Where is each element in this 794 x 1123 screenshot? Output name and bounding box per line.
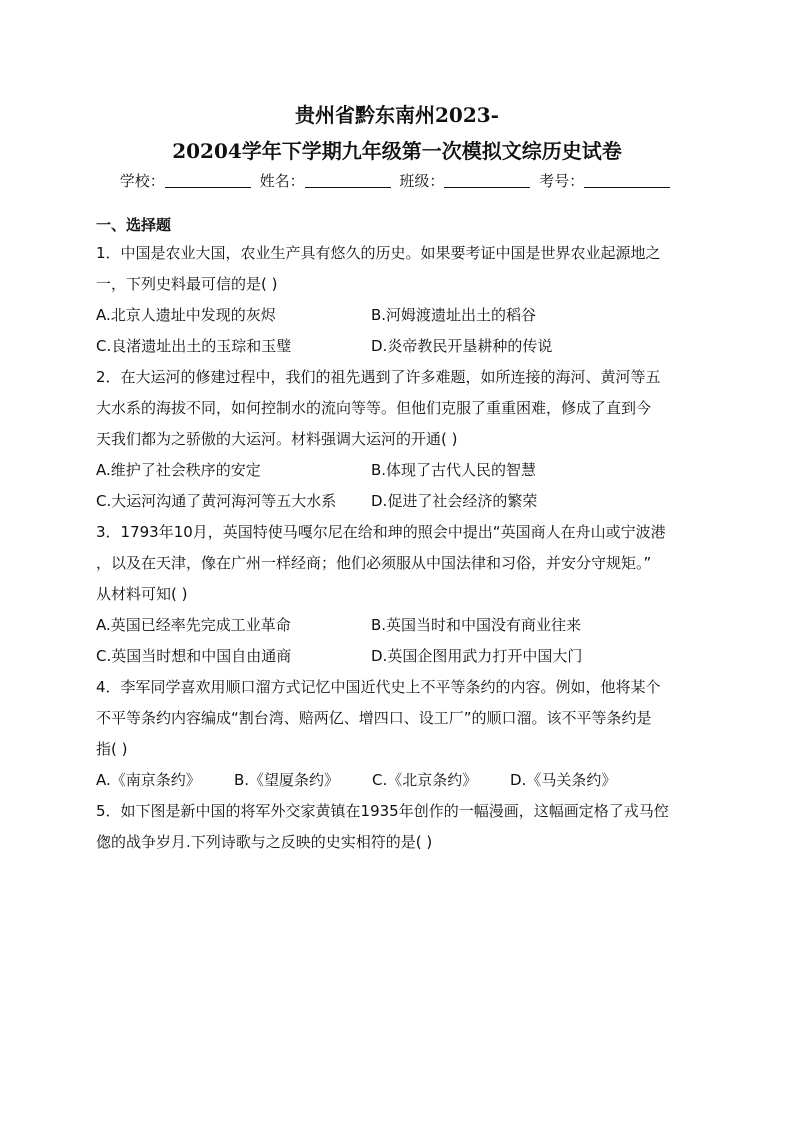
option-d: D.《马关条约》 <box>510 771 617 789</box>
question-5 <box>96 796 700 858</box>
option-a: A.北京人遗址中发现的灰烬 <box>96 306 276 324</box>
option-c: C.英国当时想和中国自由通商 <box>96 647 292 665</box>
option-b: B.河姆渡遗址出土的稻谷 <box>371 306 537 324</box>
exam-number-label: 考号： <box>539 172 585 190</box>
question-3 <box>96 517 700 672</box>
options-row <box>96 331 700 362</box>
section-title: 一、选择题 <box>96 216 172 234</box>
exam-title-line-2: 20204学年下学期九年级第一次模拟文综历史试卷 <box>172 139 622 163</box>
question-1 <box>96 238 700 362</box>
option-c: C.《北京条约》 <box>372 771 478 789</box>
class-label: 班级： <box>399 172 445 190</box>
option-b: B.英国当时和中国没有商业往来 <box>371 616 582 634</box>
options-row <box>96 641 700 672</box>
option-d: D.炎帝教民开垦耕种的传说 <box>371 337 553 355</box>
name-blank <box>305 173 391 188</box>
question-text-line: 偬的战争岁月.下列诗歌与之反映的史实相符的是( ) <box>96 833 433 851</box>
question-text-line: 1．中国是农业大国，农业生产具有悠久的历史。如果要考证中国是世界农业起源地之 <box>96 244 661 262</box>
options-row <box>96 610 700 641</box>
option-c: C.大运河沟通了黄河海河等五大水系 <box>96 492 337 510</box>
school-blank <box>165 173 251 188</box>
question-text-line: 大水系的海拔不同，如何控制水的流向等等。但他们克服了重重困难，修成了直到今 <box>96 399 652 417</box>
options-row <box>96 486 700 517</box>
option-a: A.维护了社会秩序的安定 <box>96 461 261 479</box>
class-blank <box>444 173 530 188</box>
exam-number-blank <box>584 173 670 188</box>
question-text-line: 5．如下图是新中国的将军外交家黄镇在1935年创作的一幅漫画，这幅画定格了戎马倥 <box>96 802 669 820</box>
school-label: 学校： <box>119 172 165 190</box>
question-2 <box>96 362 700 517</box>
exam-title-line-1: 贵州省黔东南州2023- <box>295 103 499 127</box>
options-row <box>96 765 700 796</box>
question-text-line: 不平等条约内容编成“割台湾、赔两亿、增四口、设工厂”的顺口溜。该不平等条约是 <box>96 709 652 727</box>
option-d: D.英国企图用武力打开中国大门 <box>371 647 583 665</box>
question-text-line: 从材料可知( ) <box>96 585 188 603</box>
options-row <box>96 300 700 331</box>
question-text-line: 天我们都为之骄傲的大运河。材料强调大运河的开通( ) <box>96 430 458 448</box>
option-c: C.良渚遗址出土的玉琮和玉璧 <box>96 337 292 355</box>
question-text-line: 3．1793年10月，英国特使马嘎尔尼在给和珅的照会中提出“英国商人在舟山或宁波港 <box>96 523 666 541</box>
question-text-line: 一，下列史料最可信的是( ) <box>96 275 278 293</box>
option-a: A.英国已经率先完成工业革命 <box>96 616 291 634</box>
questions-area <box>96 212 700 858</box>
question-text-line: ，以及在天津，像在广州一样经商；他们必须服从中国法律和习俗，并安分守规矩。” <box>96 554 652 572</box>
options-row <box>96 455 700 486</box>
option-a: A.《南京条约》 <box>96 771 201 789</box>
option-b: B.体现了古代人民的智慧 <box>371 461 537 479</box>
question-text-line: 指( ) <box>96 740 128 758</box>
question-4 <box>96 672 700 796</box>
student-info-row <box>0 170 794 192</box>
option-b: B.《望厦条约》 <box>234 771 340 789</box>
question-text-line: 2．在大运河的修建过程中，我们的祖先遇到了许多难题，如所连接的海河、黄河等五 <box>96 368 661 386</box>
question-text-line: 4．李军同学喜欢用顺口溜方式记忆中国近代史上不平等条约的内容。例如，他将某个 <box>96 678 661 696</box>
name-label: 姓名： <box>259 172 305 190</box>
option-d: D.促进了社会经济的繁荣 <box>371 492 538 510</box>
